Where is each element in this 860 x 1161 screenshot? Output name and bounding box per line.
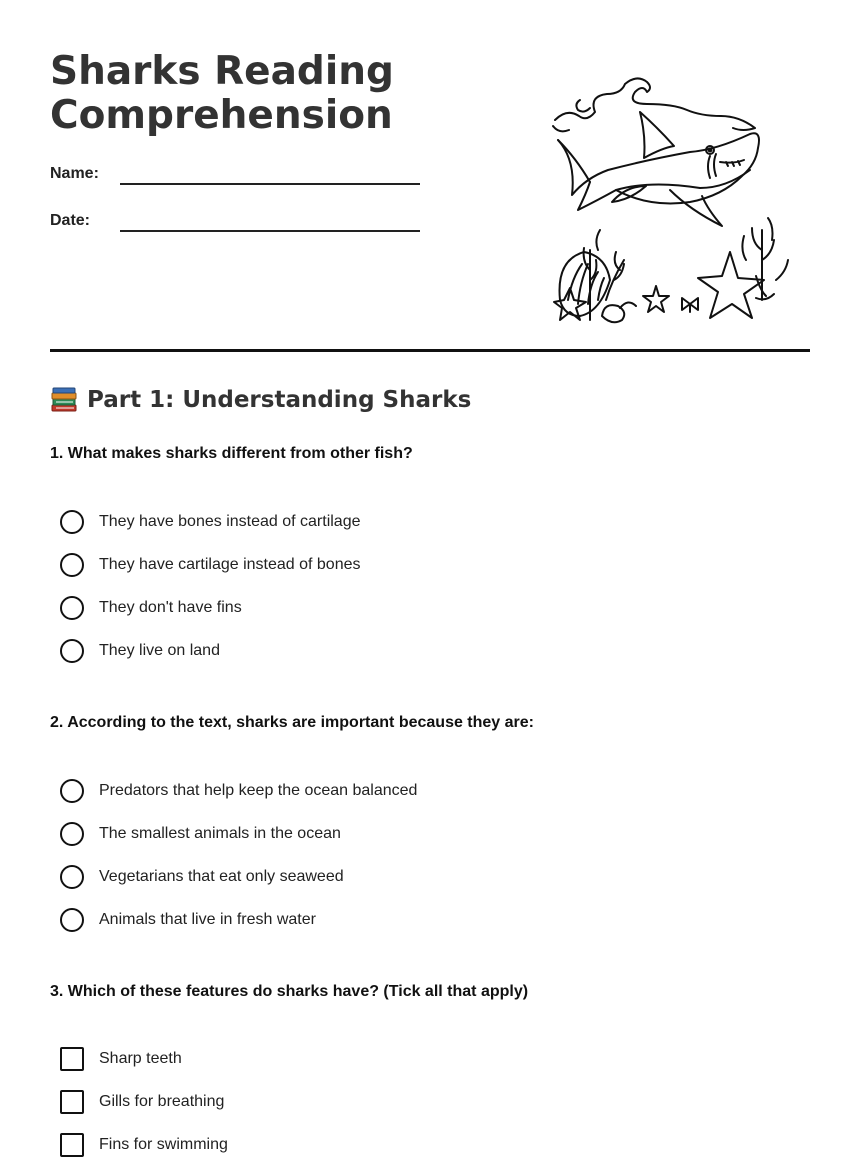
radio-button[interactable] (60, 510, 84, 534)
option-label: Gills for breathing (99, 1093, 225, 1110)
name-label: Name: (50, 165, 99, 182)
radio-button[interactable] (60, 553, 84, 577)
radio-button[interactable] (60, 596, 84, 620)
option-label: They live on land (99, 642, 220, 659)
q3-option-3[interactable] (60, 1132, 228, 1158)
q1-option-3[interactable] (60, 595, 242, 621)
question-3: 3. Which of these features do sharks have? (Tick all that apply) (50, 983, 529, 1000)
header-divider (50, 349, 810, 352)
q1-option-4[interactable] (60, 638, 220, 664)
option-label: They have cartilage instead of bones (99, 556, 361, 573)
q2-option-4[interactable] (60, 907, 316, 933)
name-line[interactable] (120, 183, 420, 185)
question-2: 2. According to the text, sharks are important because they are: (50, 714, 534, 731)
option-label: They don't have fins (99, 599, 242, 616)
question-1: 1. What makes sharks different from other fish? (50, 445, 413, 462)
q3-option-1[interactable] (60, 1046, 182, 1072)
option-label: Fins for swimming (99, 1136, 228, 1153)
radio-button[interactable] (60, 779, 84, 803)
checkbox[interactable] (60, 1047, 84, 1071)
q2-option-1[interactable] (60, 778, 417, 804)
name-field[interactable] (50, 165, 470, 195)
shark-coral-reef-illustration (550, 60, 795, 325)
q3-option-2[interactable] (60, 1089, 224, 1115)
worksheet-page (50, 0, 810, 1161)
books-icon (50, 386, 78, 414)
part1-title: Part 1: Understanding Sharks (87, 387, 472, 413)
radio-button[interactable] (60, 865, 84, 889)
option-label: Predators that help keep the ocean balanced (99, 782, 418, 799)
checkbox[interactable] (60, 1133, 84, 1157)
option-label: Sharp teeth (99, 1050, 182, 1067)
date-label: Date: (50, 212, 91, 229)
option-label: They have bones instead of cartilage (99, 513, 361, 530)
q1-option-2[interactable] (60, 552, 361, 578)
radio-button[interactable] (60, 822, 84, 846)
q2-option-2[interactable] (60, 821, 341, 847)
date-line[interactable] (120, 230, 420, 232)
date-field[interactable] (50, 212, 470, 242)
part1-title-row (50, 386, 471, 414)
radio-button[interactable] (60, 639, 84, 663)
option-label: The smallest animals in the ocean (99, 825, 341, 842)
option-label: Animals that live in fresh water (99, 911, 316, 928)
checkbox[interactable] (60, 1090, 84, 1114)
page-title: Sharks Reading Comprehension (50, 49, 394, 138)
radio-button[interactable] (60, 908, 84, 932)
option-label: Vegetarians that eat only seaweed (99, 868, 344, 885)
q2-option-3[interactable] (60, 864, 344, 890)
q1-option-1[interactable] (60, 509, 361, 535)
